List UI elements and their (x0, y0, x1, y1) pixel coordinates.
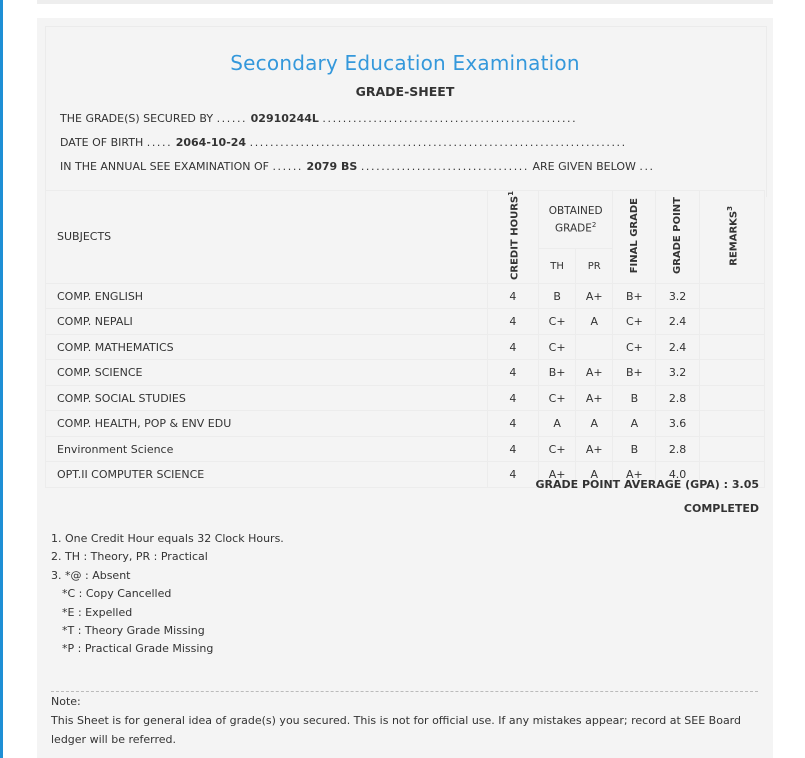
final-grade-cell: B+ (613, 283, 656, 309)
exam-suffix: ARE GIVEN BELOW (532, 160, 636, 173)
credit-sup: 1 (506, 191, 515, 196)
grade-point-cell: 3.6 (656, 411, 699, 437)
note-label: Note: (51, 695, 81, 708)
result-status: COMPLETED (683, 502, 759, 515)
th-grade-cell: C+ (539, 309, 576, 335)
footnote-practical-missing: *P : Practical Grade Missing (62, 642, 214, 656)
th-grade-cell: C+ (539, 436, 576, 462)
th-header: TH (539, 249, 576, 284)
secured-by-line: THE GRADE(S) SECURED BY ...... 02910244L .................................................. (60, 112, 578, 125)
final-grade-header: FINAL GRADE (613, 191, 656, 284)
subject-cell: Environment Science (46, 436, 488, 462)
credit-cell: 4 (487, 309, 538, 335)
remarks-cell (699, 309, 764, 335)
pr-grade-cell: A (576, 462, 613, 488)
th-grade-cell: A (539, 411, 576, 437)
exam-title: Secondary Education Examination (230, 51, 580, 75)
grade-point-header: GRADE POINT (656, 191, 699, 284)
exam-line: IN THE ANNUAL SEE EXAMINATION OF ...... 2079 BS ................................. ARE GIVEN BELOW ... (60, 160, 655, 173)
remarks-sup: 3 (725, 205, 734, 211)
table-row (46, 283, 765, 309)
top-panel-edge (37, 0, 773, 4)
th-grade-cell: B (539, 283, 576, 309)
pr-grade-cell: A+ (576, 385, 613, 411)
th-grade-cell: B+ (539, 360, 576, 386)
disclaimer-text: This Sheet is for general idea of grade(s) you secured. This is not for official use. If any mistakes appear; record at SEE Board ledger will be referred. (51, 714, 741, 746)
dob-label: DATE OF BIRTH (60, 136, 144, 149)
footnote-copy-cancelled: *C : Copy Cancelled (62, 587, 172, 601)
subject-cell: COMP. SOCIAL STUDIES (46, 385, 488, 411)
grades-table (45, 190, 765, 488)
footnote-expelled: *E : Expelled (62, 605, 133, 619)
credit-hours-header (487, 191, 538, 284)
subject-cell: OPT.II COMPUTER SCIENCE (46, 462, 488, 488)
grade-point-cell: 2.8 (656, 436, 699, 462)
footnote-theory-missing: *T : Theory Grade Missing (62, 624, 205, 638)
subject-cell: COMP. HEALTH, POP & ENV EDU (46, 411, 488, 437)
th-grade-cell: C+ (539, 334, 576, 360)
th-grade-cell: C+ (539, 385, 576, 411)
subject-cell: COMP. NEPALI (46, 309, 488, 335)
note-divider (51, 691, 758, 692)
dob-value: 2064-10-24 (175, 136, 247, 149)
final-grade-cell: C+ (613, 309, 656, 335)
final-grade-cell: A (613, 411, 656, 437)
exam-year: 2079 BS (306, 160, 358, 173)
table-row (46, 360, 765, 386)
subject-cell: COMP. SCIENCE (46, 360, 488, 386)
footnote-absent: 3. *@ : Absent (51, 568, 131, 582)
remarks-cell (699, 411, 764, 437)
symbol-number: 02910244L (250, 112, 319, 125)
remarks-cell (699, 283, 764, 309)
pr-grade-cell (576, 334, 613, 360)
credit-cell: 4 (487, 436, 538, 462)
grade-point-cell: 2.4 (656, 309, 699, 335)
table-row (46, 309, 765, 335)
secured-by-label: THE GRADE(S) SECURED BY (60, 112, 214, 125)
credit-cell: 4 (487, 283, 538, 309)
remarks-label: REMARKS (727, 210, 739, 266)
subject-cell: COMP. MATHEMATICS (46, 334, 488, 360)
footnotes (51, 530, 284, 659)
table-header-row (46, 191, 765, 249)
final-grade-cell: A+ (613, 462, 656, 488)
footnote-credit-hour: 1. One Credit Hour equals 32 Clock Hours. (51, 532, 284, 545)
remarks-cell (699, 360, 764, 386)
subject-cell: COMP. ENGLISH (46, 283, 488, 309)
obtained-grade-label: OBTAINED GRADE (548, 204, 603, 235)
credit-hours-label: CREDIT HOURS (509, 195, 521, 280)
table-row (46, 436, 765, 462)
dob-line: DATE OF BIRTH ..... 2064-10-24 .......................................................................... (60, 136, 627, 149)
remarks-header (699, 191, 764, 284)
left-accent-bar (0, 0, 3, 758)
credit-cell: 4 (487, 411, 538, 437)
grade-point-cell: 3.2 (656, 360, 699, 386)
final-grade-cell: B (613, 385, 656, 411)
credit-cell: 4 (487, 360, 538, 386)
final-grade-cell: B+ (613, 360, 656, 386)
remarks-cell (699, 385, 764, 411)
pr-grade-cell: A+ (576, 283, 613, 309)
th-grade-cell: A+ (539, 462, 576, 488)
gpa-summary: GRADE POINT AVERAGE (GPA) : 3.05 (535, 478, 759, 491)
subjects-header: SUBJECTS (46, 191, 488, 284)
footnote-th-pr: 2. TH : Theory, PR : Practical (51, 550, 208, 564)
pr-grade-cell: A (576, 309, 613, 335)
final-grade-cell: C+ (613, 334, 656, 360)
credit-cell: 4 (487, 385, 538, 411)
table-row (46, 385, 765, 411)
final-grade-cell: B (613, 436, 656, 462)
remarks-cell (699, 436, 764, 462)
table-row (46, 334, 765, 360)
pr-grade-cell: A+ (576, 360, 613, 386)
obtained-grade-header (539, 191, 613, 249)
remarks-cell (699, 334, 764, 360)
pr-grade-cell: A (576, 411, 613, 437)
pr-grade-cell: A+ (576, 436, 613, 462)
grade-point-cell: 2.8 (656, 385, 699, 411)
obtained-sup: 2 (591, 220, 597, 229)
credit-cell: 4 (487, 334, 538, 360)
grade-point-cell: 2.4 (656, 334, 699, 360)
pr-header: PR (576, 249, 613, 284)
grade-point-cell: 3.2 (656, 283, 699, 309)
exam-label: IN THE ANNUAL SEE EXAMINATION OF (60, 160, 269, 173)
table-row (46, 411, 765, 437)
grade-sheet-heading: GRADE-SHEET (355, 84, 455, 99)
credit-cell: 4 (487, 462, 538, 488)
grade-point-cell: 4.0 (656, 462, 699, 488)
